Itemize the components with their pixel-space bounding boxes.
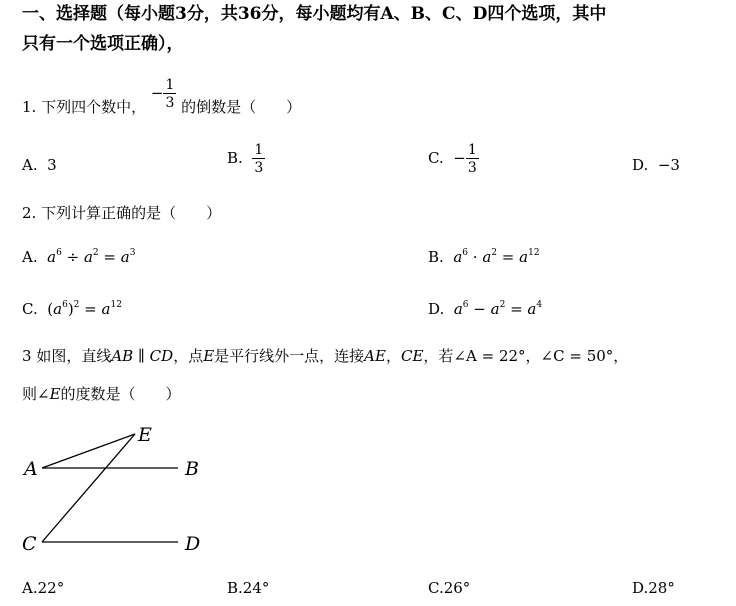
point-label-e: E <box>138 424 152 446</box>
fraction-negative: − $\frac{1}{3}$ <box>150 77 175 111</box>
point-label-c: C <box>22 533 37 555</box>
q2-option-d[interactable]: D. $a^6 - a^2 = a^4$ <box>428 300 543 318</box>
question-1 <box>22 77 302 124</box>
q2-option-b[interactable]: B. $a^6 \cdot a^2 = a^{12}$ <box>428 248 540 266</box>
q1-option-c[interactable]: C. − $\frac{1}{3}$ <box>428 142 477 176</box>
point-label-a: A <box>24 458 38 480</box>
point-label-d: D <box>185 533 201 555</box>
question-number: 2. <box>22 204 37 222</box>
q3-option-d[interactable]: D.28° <box>632 579 675 597</box>
question-number: 1. <box>22 98 37 116</box>
question-2 <box>22 202 221 223</box>
question-text: 下列计算正确的是（ ） <box>41 204 222 222</box>
question-number: 3 <box>22 347 32 365</box>
q2-option-c[interactable]: C. $(a^6)^2 = a^{12}$ <box>22 300 122 318</box>
heading-line-2: 只有一个选项正确）， <box>22 34 184 54</box>
segment-ce <box>42 434 135 542</box>
fraction: $\frac{1}{3}$ <box>467 142 477 176</box>
question-text-end: 的倒数是（ ） <box>181 98 302 116</box>
heading-line-1: 一、选择题（每小题3分，共36分，每小题均有A、B、C、D四个选项，其中 <box>22 4 607 24</box>
q1-option-b[interactable]: B. $\frac{1}{3}$ <box>227 142 264 176</box>
question-3-line-2: 则∠E的度数是（ ） <box>22 385 181 403</box>
question-3: 3 如图，直线AB ∥ CD，点E是平行线外一点，连接AE，CE，若∠A = 22°，∠C = 50°， <box>22 347 629 365</box>
question-text: 下列四个数中， <box>41 98 147 116</box>
q1-option-d[interactable]: D. −3 <box>632 156 680 174</box>
q3-option-b[interactable]: B.24° <box>227 579 270 597</box>
geometry-figure <box>0 415 240 565</box>
q2-option-a[interactable]: A. $a^6 \div a^2 = a^3$ <box>22 248 136 266</box>
q3-option-a[interactable]: A.22° <box>22 579 65 597</box>
section-heading <box>22 0 606 59</box>
q3-option-c[interactable]: C.26° <box>428 579 471 597</box>
point-label-b: B <box>185 458 199 480</box>
fraction-one-third: $\frac{1}{3}$ <box>165 77 175 111</box>
q1-option-a[interactable]: A. 3 <box>22 156 57 174</box>
fraction: $\frac{1}{3}$ <box>254 142 264 176</box>
